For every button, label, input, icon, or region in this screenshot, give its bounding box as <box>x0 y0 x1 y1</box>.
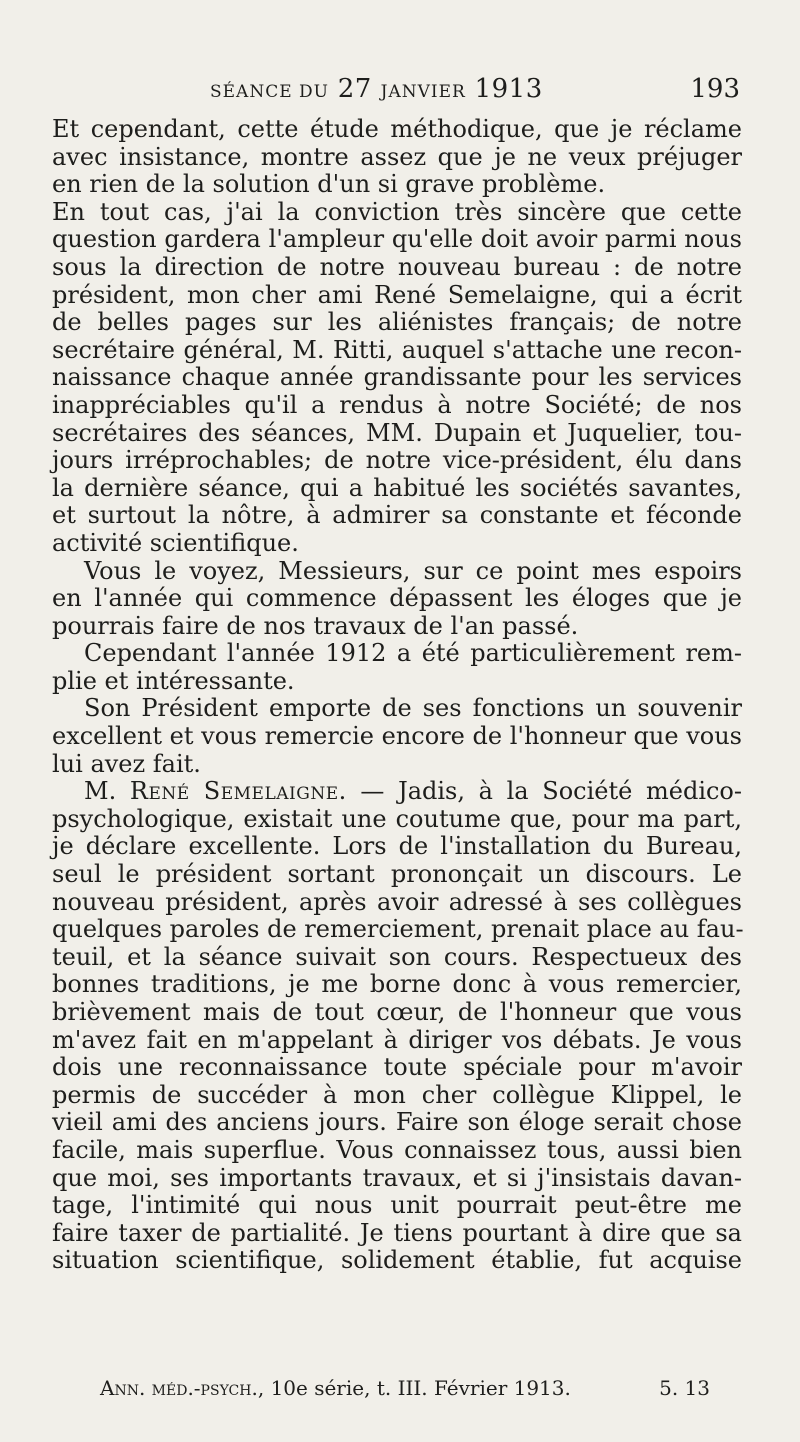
text-line: Cependant l'année 1912 a été particulièrement rem- <box>84 639 742 668</box>
text-line: psychologique, existait une coutume que, pour ma part, <box>52 804 742 833</box>
text-line: facile, mais superflue. Vous connaissez tous, aussi bien <box>52 1135 742 1164</box>
speaker-line <box>52 778 742 806</box>
text-line: excellent et vous remercie encore de l'honneur que vous <box>52 722 742 751</box>
journal-citation <box>100 1376 571 1400</box>
text-line: plie et intéressante. <box>52 666 295 695</box>
page-footer <box>100 1376 710 1406</box>
text-line: et surtout la nôtre, à admirer sa constante et féconde <box>52 501 742 530</box>
text-line: la dernière séance, qui a habitué les sociétés savantes, <box>52 473 742 502</box>
text-line: seul le président sortant prononçait un discours. Le <box>52 860 742 889</box>
page-number: 193 <box>690 74 740 104</box>
text-line: situation scientifique, solidement établie, fut acquise <box>52 1246 742 1275</box>
text-line: dois une reconnaissance toute spéciale pour m'avoir <box>52 1053 742 1082</box>
text-line: jours irréprochables; de notre vice-président, élu dans <box>52 446 742 475</box>
text-line: président, mon cher ami René Semelaigne, qui a écrit <box>52 280 742 309</box>
signature-mark: 5. 13 <box>659 1376 710 1400</box>
speaker-prefix: M. <box>84 777 117 806</box>
text-line: teuil, et la séance suivait son cours. Respectueux des <box>52 942 742 971</box>
text-line: bonnes traditions, je me borne donc à vous remercier, <box>52 970 742 999</box>
running-title <box>210 74 543 104</box>
journal-title: Ann. méd.-psych., <box>100 1376 265 1400</box>
running-header <box>210 74 740 110</box>
text-line: m'avez fait en m'appelant à diriger vos débats. Je vous <box>52 1025 742 1054</box>
text-line: lui avez fait. <box>52 749 201 778</box>
text-line: que moi, ses importants travaux, et si j'insistais davan- <box>52 1163 742 1192</box>
text-line: pourrais faire de nos travaux de l'an passé. <box>52 611 579 640</box>
text-line: Son Président emporte de ses fonctions un souvenir <box>84 694 742 723</box>
text-line: faire taxer de partialité. Je tiens pourtant à dire que sa <box>52 1218 742 1247</box>
text-line: activité scientifique. <box>52 528 299 557</box>
text-line: sous la direction de notre nouveau bureau : de notre <box>52 252 742 281</box>
running-title-year: 1913 <box>474 74 543 104</box>
running-title-month: JANVIER <box>380 82 466 102</box>
text-line: secrétaire général, M. Ritti, auquel s'attache une recon- <box>52 335 742 364</box>
text-line: Vous le voyez, Messieurs, sur ce point mes espoirs <box>84 556 742 585</box>
text-line: quelques paroles de remerciement, prenait place au fau- <box>52 915 744 944</box>
speaker-name: René Semelaigne. <box>129 777 347 806</box>
running-title-date: 27 <box>337 74 372 104</box>
speaker-line-text: — Jadis, à la Société médico- <box>360 777 742 806</box>
text-line: en rien de la solution d'un si grave problème. <box>52 170 606 199</box>
text-line: de belles pages sur les aliénistes français; de notre <box>52 308 742 337</box>
body-text <box>52 116 742 1275</box>
running-title-seance: SÉANCE DU <box>210 82 329 102</box>
text-line: je déclare excellente. Lors de l'installation du Bureau, <box>52 832 742 861</box>
text-line: Et cependant, cette étude méthodique, que je réclame <box>52 115 742 143</box>
text-line: En tout cas, j'ai la conviction très sincère que cette <box>52 197 742 226</box>
text-line: vieil ami des anciens jours. Faire son éloge serait chose <box>52 1108 742 1137</box>
text-line: avec insistance, montre assez que je ne veux préjuger <box>52 142 742 171</box>
text-line: question gardera l'ampleur qu'elle doit avoir parmi nous <box>52 225 742 254</box>
text-line: nouveau président, après avoir adressé à ses collègues <box>52 887 742 916</box>
text-line: permis de succéder à mon cher collègue Klippel, le <box>52 1080 742 1109</box>
text-line: brièvement mais de tout cœur, de l'honneur que vous <box>52 998 742 1026</box>
text-line: secrétaires des séances, MM. Dupain et Juquelier, tou- <box>52 418 742 447</box>
text-line: naissance chaque année grandissante pour les services <box>52 363 742 392</box>
journal-series: 10e série, t. III. Février 1913. <box>270 1376 571 1400</box>
text-line: en l'année qui commence dépassent les éloges que je <box>52 584 742 613</box>
text-line: inappréciables qu'il a rendus à notre Société; de nos <box>52 390 742 419</box>
text-line: tage, l'intimité qui nous unit pourrait peut-être me <box>52 1191 742 1220</box>
